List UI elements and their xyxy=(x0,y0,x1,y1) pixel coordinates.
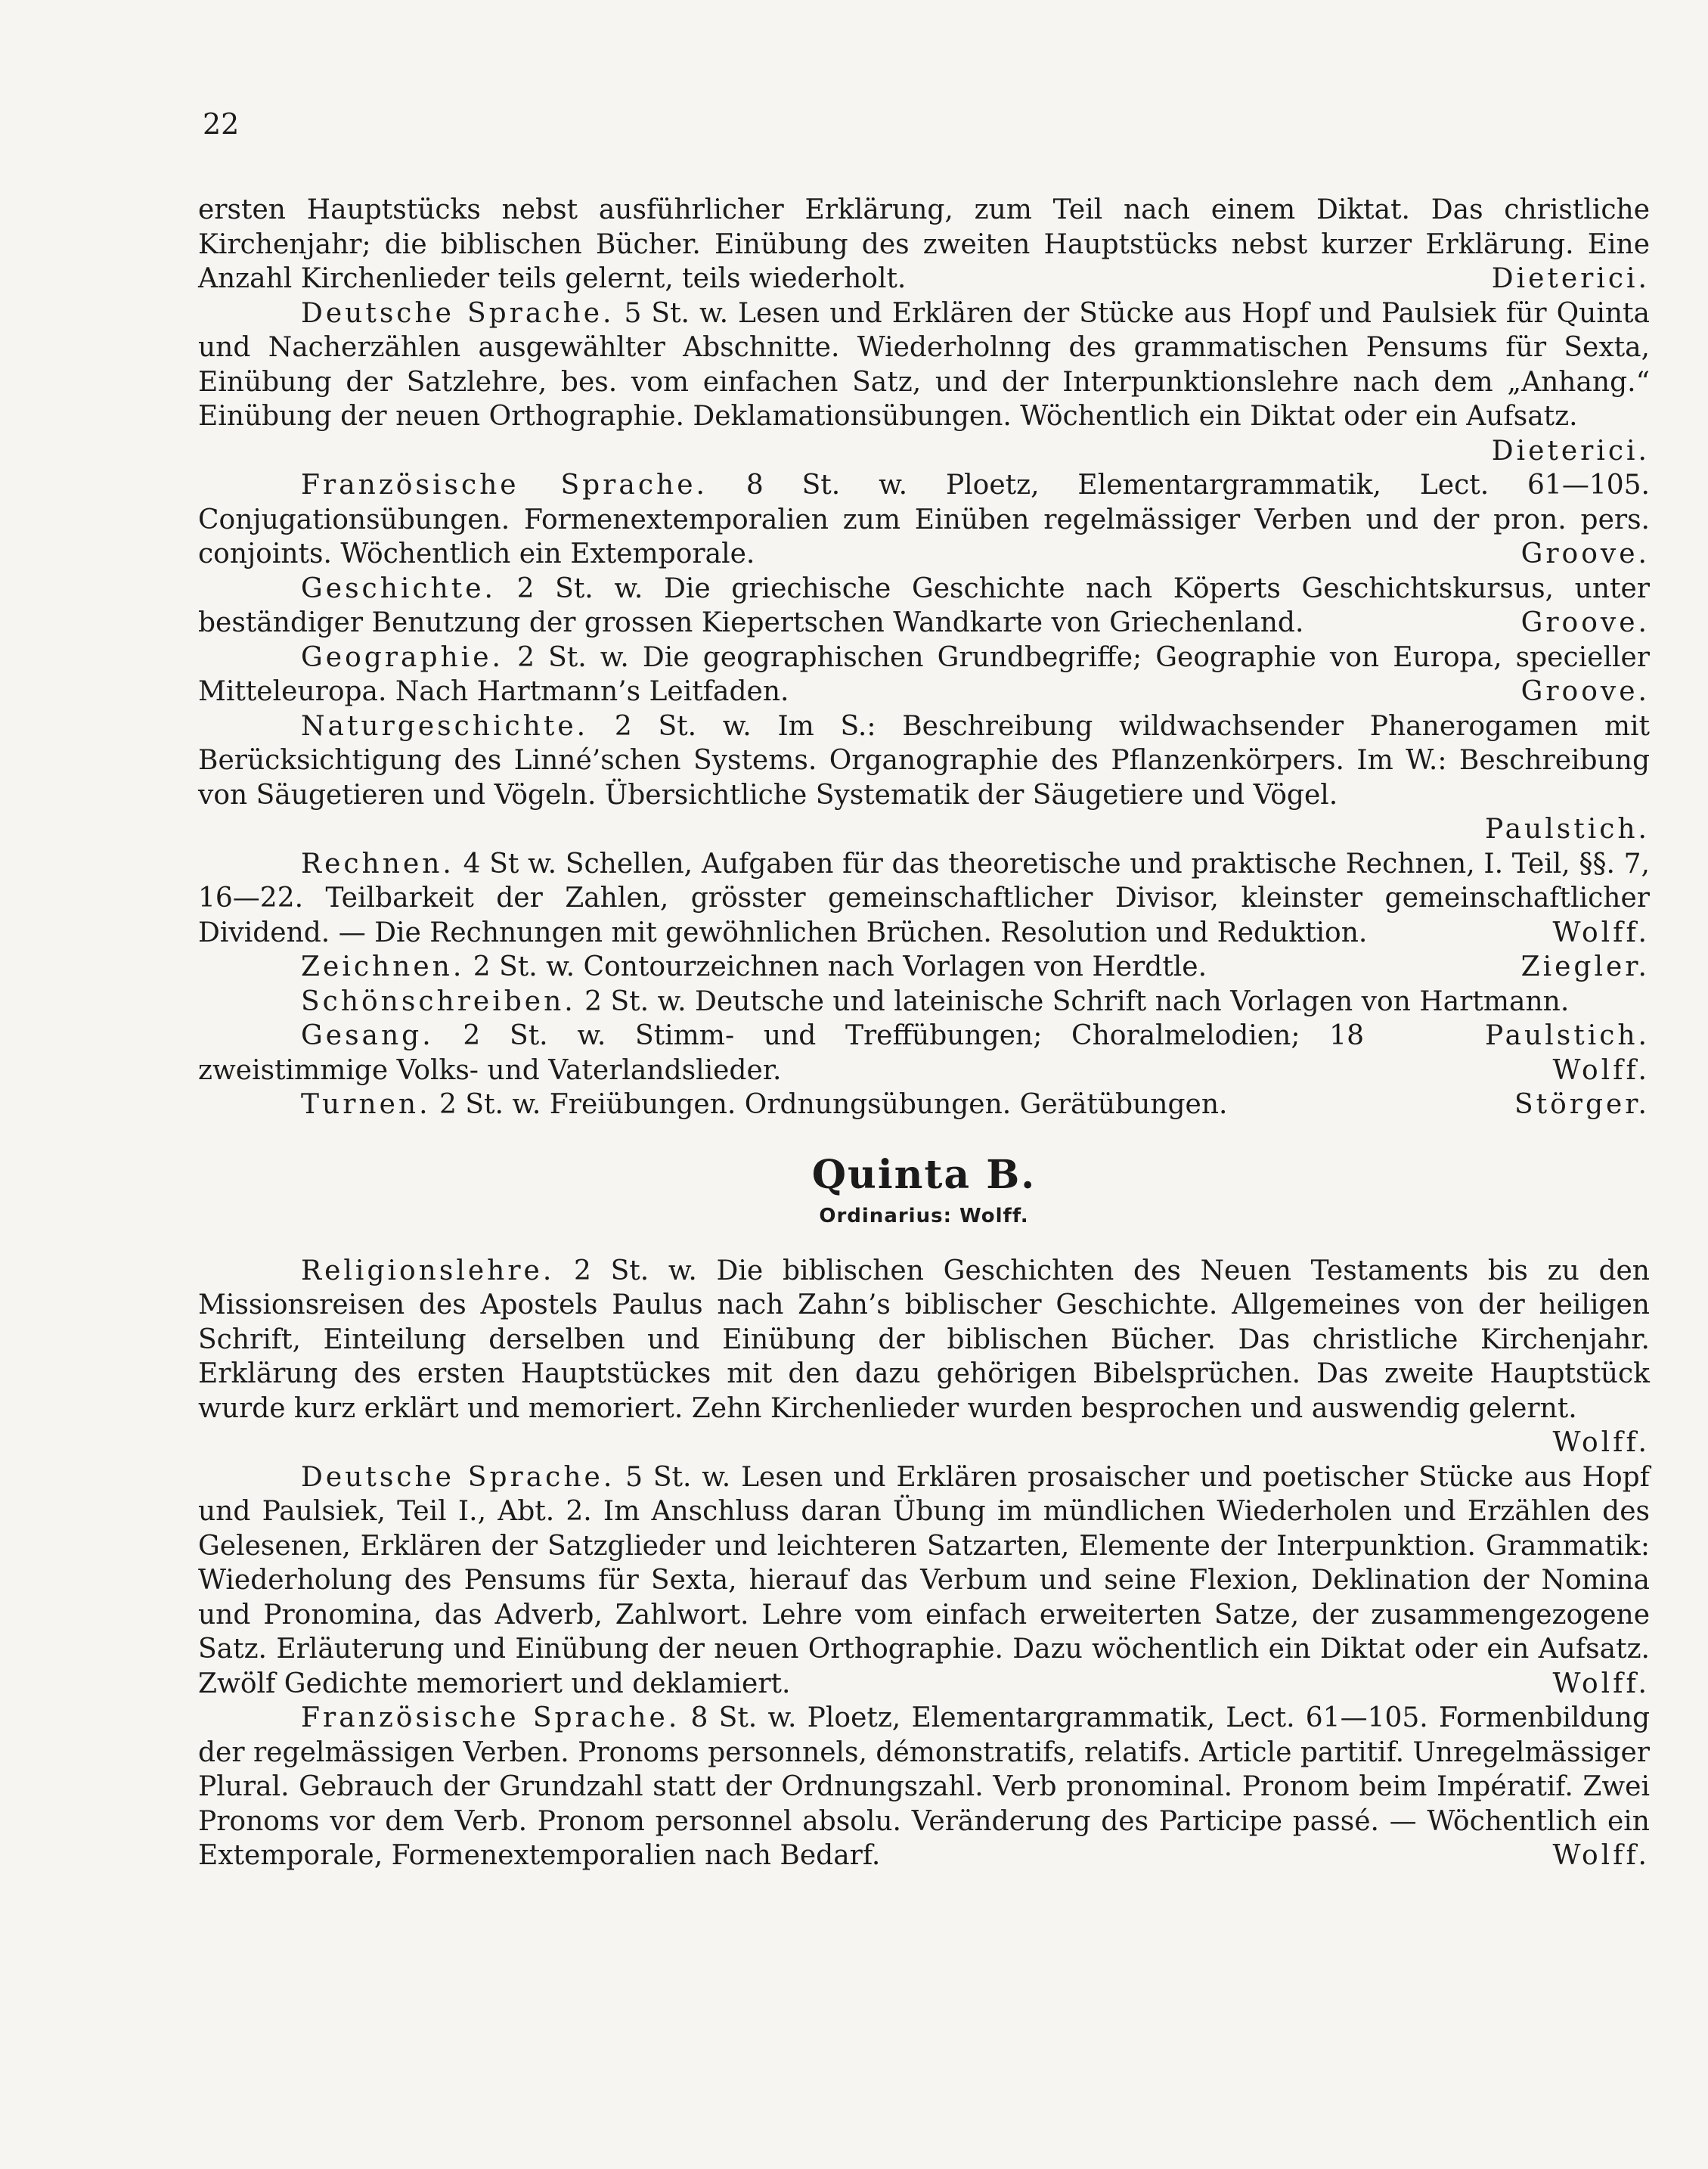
teacher-name: Groove. xyxy=(1520,538,1650,569)
teacher-name: Störger. xyxy=(1514,1089,1650,1120)
teacher-name: Groove. xyxy=(1520,607,1650,638)
paragraph-zeichnen xyxy=(198,950,1650,985)
teacher-name: Wolff. xyxy=(1552,1427,1650,1458)
paragraph-franzoesische-sprache xyxy=(198,468,1650,572)
subject-title: Schönschreiben. xyxy=(301,985,576,1017)
subject-title: Geographie. xyxy=(301,641,504,673)
teacher-name: Ziegler. xyxy=(1520,951,1650,982)
teacher-name: Wolff. xyxy=(1552,1840,1650,1871)
paragraph-deutsche-sprache xyxy=(198,296,1650,434)
paragraph-text: 5 St. w. Lesen und Erklären prosaischer und poetischer Stücke aus Hopf und Paulsiek, Teil I., Abt. 2. Im Anschluss daran Übung im mündlichen Wiederholen und Erzählen des Gelesenen, Erklären der Satzglieder und leichteren Satzarten, Elemente der Interpunktion. Grammatik: Wiederholung des Pensums für Sexta, hierauf das Verbum und seine Flexion, Deklination der Nomina und Pronomina, das Adverb, Zahlwort. Lehre vom einfach erweiterten Satze, der zusammengezogene Satz. Erläuterung und Einübung der neuen Orthographie. Dazu wöchentlich ein Diktat oder ein Aufsatz. Zwölf Gedichte memoriert und deklamiert. xyxy=(198,1461,1650,1699)
page-body xyxy=(198,193,1650,1873)
paragraph-text: 2 St. w. Freiübungen. Ordnungsübungen. Gerätübungen. xyxy=(439,1089,1228,1120)
class-heading: Quinta B. xyxy=(811,1151,1037,1198)
teacher-name: Wolff. xyxy=(1552,1054,1650,1086)
paragraph-text: 2 St. w. Die biblischen Geschichten des Neuen Testaments bis zu den Missionsreisen des Apostels Paulus nach Zahn’s biblischer Geschichte. Allgemeines von der heiligen Schrift, Einteilung derselben und Einübung der biblischen Bücher. Das christliche Kirchenjahr. Erklärung des ersten Hauptstückes mit den dazu gehörigen Bibelsprüchen. Das zweite Hauptstück wurde kurz erklärt und memoriert. Zehn Kirchenlieder wurden besprochen und auswendig gelernt. xyxy=(198,1255,1650,1424)
paragraph-text: ersten Hauptstücks nebst ausführlicher Erklärung, zum Teil nach einem Diktat. Das christliche Kirchenjahr; die biblischen Bücher. Einübung des zweiten Hauptstücks nebst kurzer Erklärung. Eine Anzahl Kirchenlieder teils gelernt, teils wiederholt. xyxy=(198,194,1650,294)
subject-title: Französische Sprache. xyxy=(301,1702,680,1733)
subject-title: Geschichte. xyxy=(301,573,496,604)
teacher-name: Wolff. xyxy=(1552,1668,1650,1699)
paragraph-text: 2 St. w. Im S.: Beschreibung wildwachsender Phanerogamen mit Berücksichtigung des Linné’schen Systems. Organographie des Pflanzenkörpers. Im W.: Beschreibung von Säugetieren und Vögeln. Übersichtliche Systematik der Säugetiere und Vögel. xyxy=(198,710,1650,811)
teacher-name: Wolff. xyxy=(1552,917,1650,948)
paragraph-religion-continued xyxy=(198,193,1650,296)
paragraph-naturgeschichte xyxy=(198,709,1650,813)
paragraph-text: 4 St w. Schellen, Aufgaben für das theoretische und praktische Rechnen, I. Teil, §§. 7, 16—22. Teilbarkeit der Zahlen, grösster gemeinschaftlicher Divisor, kleinster gemeinschaftlicher Dividend. — Die Rechnungen mit gewöhnlichen Brüchen. Resolution und Reduktion. xyxy=(198,848,1650,948)
paragraph-text: 2 St. w. Die griechische Geschichte nach Köperts Geschichtskursus, unter beständiger Benutzung der grossen Kiepertschen Wandkarte von Griechenland. xyxy=(198,573,1650,638)
paragraph-text: 2 St. w. Deutsche und lateinische Schrift nach Vorlagen von Hartmann. xyxy=(584,985,1570,1017)
subject-title: Turnen. xyxy=(301,1089,431,1120)
paragraph-rechnen xyxy=(198,847,1650,951)
subject-title: Gesang. xyxy=(301,1020,434,1051)
teacher-name: Paulstich. xyxy=(1484,1020,1650,1051)
paragraph-text: 8 St. w. Ploetz, Elementargrammatik, Lect. 61—105. Formenbildung der regelmässigen Verben. Pronoms personnels, démonstratifs, relatifs. Article partitif. Unregelmässiger Plural. Gebrauch der Grundzahl statt der Ordnungszahl. Verb pronominal. Pronom beim Impératif. Zwei Pronoms vor dem Verb. Pronom personnel absolu. Veränderung des Participe passé. — Wöchentlich ein Extemporale, Formenextemporalien nach Bedarf. xyxy=(198,1702,1651,1871)
paragraph-text: 2 St. w. Stimm- und Treffübungen; Choralmelodien; 18 zweistimmige Volks- und Vaterlandslieder. xyxy=(198,1020,1364,1086)
page-number: 22 xyxy=(203,107,240,141)
teacher-name: Dieterici. xyxy=(1491,435,1650,467)
subject-title: Deutsche Sprache. xyxy=(301,1461,615,1493)
subject-title: Rechnen. xyxy=(301,848,454,880)
paragraph-text: 8 St. w. Ploetz, Elementargrammatik, Lect. 61—105. Conjugationsübungen. Formenextemporalien zum Einüben regelmässiger Verben und der pron. pers. conjoints. Wöchentlich ein Extemporale. xyxy=(198,470,1650,569)
subject-title: Zeichnen. xyxy=(301,951,465,982)
paragraph-text: 2 St. w. Contourzeichnen nach Vorlagen von Herdtle. xyxy=(473,951,1207,982)
paragraph-religionslehre xyxy=(198,1254,1650,1426)
ordinarius-line: Ordinarius: Wolff. xyxy=(819,1204,1029,1227)
paragraph-geographie xyxy=(198,641,1650,709)
teacher-name: Groove. xyxy=(1520,676,1650,707)
paragraph-franzoesische-sprache-quinta xyxy=(198,1701,1650,1873)
paragraph-geschichte xyxy=(198,572,1650,641)
teacher-name: Paulstich. xyxy=(1484,814,1650,845)
subject-title: Französische Sprache. xyxy=(301,470,708,501)
subject-title: Religionslehre. xyxy=(301,1255,555,1286)
paragraph-deutsche-sprache-quinta xyxy=(198,1460,1650,1702)
subject-title: Naturgeschichte. xyxy=(301,710,589,742)
paragraph-turnen xyxy=(198,1088,1650,1122)
subject-title: Deutsche Sprache. xyxy=(301,297,615,329)
paragraph-text: 5 St. w. Lesen und Erklären der Stücke aus Hopf und Paulsiek für Quinta und Nacherzählen ausgewählter Abschnitte. Wiederholnng des grammatischen Pensums für Sexta, Einübung der Satzlehre, bes. vom einfachen Satz, und der Interpunktionslehre nach dem „Anhang.“ Einübung der neuen Orthographie. Deklamationsübungen. Wöchentlich ein Diktat oder ein Aufsatz. xyxy=(198,297,1650,432)
paragraph-text: 2 St. w. Die geographischen Grundbegriffe; Geographie von Europa, specieller Mitteleuropa. Nach Hartmann’s Leitfaden. xyxy=(198,641,1650,707)
teacher-name: Dieterici. xyxy=(1491,263,1650,294)
